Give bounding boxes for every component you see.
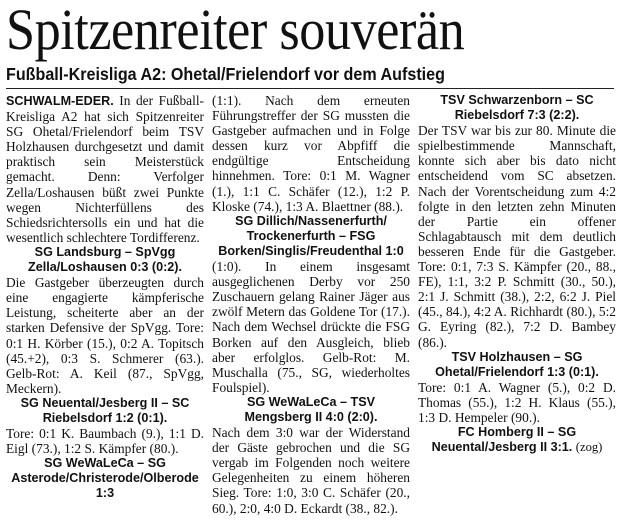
match-heading: SG WeWaLeCa – TSV Mengsberg II 4:0 (2:0).: [244, 394, 378, 424]
match-heading: SG Neuental/Jesberg II – SC Riebelsdorf 1:2 (0:1).: [20, 395, 190, 425]
intro-paragraph: [6, 93, 204, 245]
dateline: SCHWALM-EDER.: [6, 94, 114, 108]
match-report: Tore: 0:1 K. Baumbach (9.), 1:1 D. Eigl (73.), 1:2 S. Kämpfer (80.).: [6, 426, 204, 457]
match-report: Tore: 0:1 A. Wagner (5.), 0:2 D. Thomas (55.), 1:2 H. Klaus (55.), 1:3 D. Hempeler (90.).: [418, 379, 616, 425]
match-report: (1:1). Nach dem erneuten Führungstreffer der SG mussten die Gastgeber aufmachen und in Folge dessen kurz vor Abpfiff die endgültige Entscheidung hinnehmen. Tore: 0:1 M. Wagner (1.), 1:1 C. Schäfer (12.), 1:2 P. Kloske (74.), 1:3 A. Blaettner (88.).: [212, 93, 410, 214]
column-2: [212, 93, 410, 523]
headline: Spitzenreiter souverän: [6, 0, 465, 62]
divider: [6, 88, 614, 89]
match-report: (1:0). In einem insgesamt ausgeglichenen Derby vor 250 Zuschauern gelang Rainer Jäger aus zwölf Metern das Goldene Tor (17.). Nach dem Wechsel drückte die FSG Borken auf den Ausgleich, blieb aber erfolglos. Gelb-Rot: M. Muschalla (75., SG, wiederholtes Foulspiel).: [212, 259, 410, 395]
match-heading: TSV Schwarzenborn – SC Riebelsdorf 7:3 (2:2).: [440, 93, 594, 123]
subheadline: Fußball-Kreisliga A2: Ohetal/Frielendorf vor dem Aufstieg: [6, 64, 445, 84]
match-heading: SG Landsburg – SpVgg Zella/Loshausen 0:3 (0:2).: [28, 244, 182, 275]
match-report: Die Gastgeber überzeugten durch eine engagierte kämpferische Leistung, scheiterte aber an der starken Defensive der SpVgg. Tore: 0:1 H. Körber (15.), 0:2 A. Topitsch (45.+2), 0:3 S. Schmerer (63.). Gelb-Rot: A. Keil (87., SpVgg, Meckern).: [6, 275, 204, 396]
match-heading: SG WeWaLeCa – SG Asterode/Christerode/Olberode 1:3: [11, 456, 199, 501]
column-1: [6, 93, 204, 523]
match-heading: TSV Holzhausen – SG Ohetal/Frielendorf 1:3 (0:1).: [435, 349, 599, 379]
match-heading: FC Homberg II – SG Neuental/Jesberg II 3:1. (zog): [431, 425, 603, 455]
column-3: [418, 93, 616, 523]
intro-text: In der Fußball-Kreisliga A2 hat sich Spitzenreiter SG Ohetal/Frielendorf beim TSV Holzhausen durchgesetzt und damit praktisch sein Meisterstück gemacht. Denn: Verfolger Zella/Loshausen büßt zwei Punkte wegen Nichterfüllens des Schiedsrichtersolls ein und hat die wesentlich schlechtere Tordifferenz.: [6, 93, 204, 245]
match-report: Nach dem 3:0 war der Widerstand der Gäste gebrochen und die SG vergab im Folgenden noch weitere Gelegenheiten zu einem höheren Sieg. Tore: 1:0, 3:0 C. Schäfer (20., 60.), 2:0, 4:0 D. Eckardt (38., 82.).: [212, 425, 410, 516]
match-report: Der TSV war bis zur 80. Minute die spielbestimmende Mannschaft, konnte sich aber bis dato nicht entscheidend vom SC absetzen. Nach der Vorentscheidung zum 4:2 folgte in den letzten zehn Minuten der Partie ein offener Schlagabtausch mit dem deutlich besseren Ende für die Gastgeber. Tore: 0:1, 7:3 S. Kämpfer (20., 88., FE), 1:1, 3:2 P. Schmitt (30., 50.), 2:1 J. Schmitt (38.), 2:2, 6:2 J. Piel (45., 84.), 4:2 A. Richhardt (80.), 5:2 G. Eyring (82.), 7:2 D. Bambey (86.).: [418, 123, 616, 350]
match-heading: SG Dillich/Nassenerfurth/ Trockenerfurth – FSG Borken/Singlis/Freudenthal 1:0: [218, 213, 404, 258]
